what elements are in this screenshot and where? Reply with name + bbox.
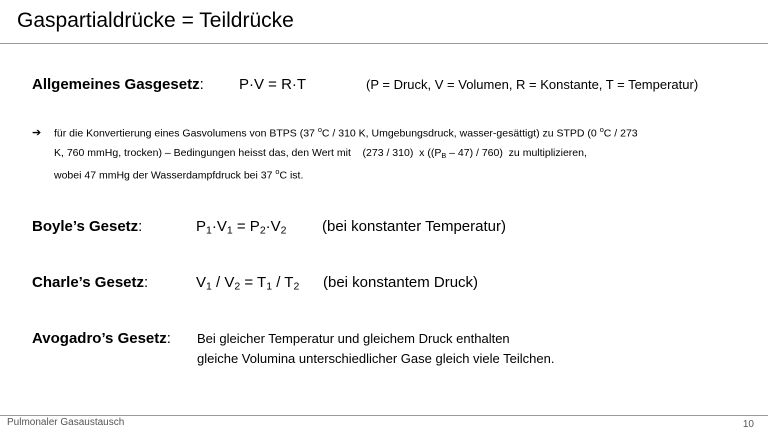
general-law-legend: (P = Druck, V = Volumen, R = Konstante, T = Temperatur) bbox=[366, 77, 699, 92]
boyle-note: (bei konstanter Temperatur) bbox=[322, 218, 506, 235]
boyle-label: Boyle’s Gesetz: bbox=[32, 218, 143, 235]
avogadro-line-2: gleiche Volumina unterschiedlicher Gase gleich viele Teilchen. bbox=[197, 351, 555, 366]
title-divider bbox=[0, 43, 768, 44]
general-law-formula: P·V = R·T bbox=[239, 76, 307, 93]
bullet-line-1: für die Konvertierung eines Gasvolumens von BTPS (37 $^o$C / 310 K, Umgebungsdruck, wasser-gesättigt) zu STPD (0 $^o$C / 273 bbox=[54, 125, 638, 140]
footer-title: Pulmonaler Gasaustausch bbox=[7, 417, 125, 428]
charles-note: (bei konstantem Druck) bbox=[323, 274, 479, 291]
bullet-line-3: wobei 47 mmHg der Wasserdampfdruck bei 37 $^o$C ist. bbox=[54, 167, 304, 182]
charles-label: Charle’s Gesetz: bbox=[32, 274, 149, 291]
charles-formula: $V_1 / V_2 = T_1 / T_2$ bbox=[196, 274, 300, 293]
avogadro-line-1: Bei gleicher Temperatur und gleichem Druck enthalten bbox=[197, 331, 510, 346]
arrow-icon: ➔ bbox=[32, 127, 42, 139]
page-number: 10 bbox=[742, 419, 754, 430]
bullet-line-2: K, 760 mmHg, trocken) – Bedingungen heisst das, den Wert mit (273 / 310) x $((P_B - 47) / 760)$ zu multiplizieren, bbox=[54, 147, 587, 160]
avogadro-label: Avogadro’s Gesetz: bbox=[32, 330, 171, 347]
boyle-formula: $P_1\cdot V_1 = P_2\cdot V_2$ bbox=[196, 218, 287, 237]
footer-divider bbox=[0, 415, 768, 416]
general-law-label: Allgemeines Gasgesetz: bbox=[32, 76, 204, 93]
slide-title: Gaspartialdrücke = Teildrücke bbox=[17, 9, 294, 32]
